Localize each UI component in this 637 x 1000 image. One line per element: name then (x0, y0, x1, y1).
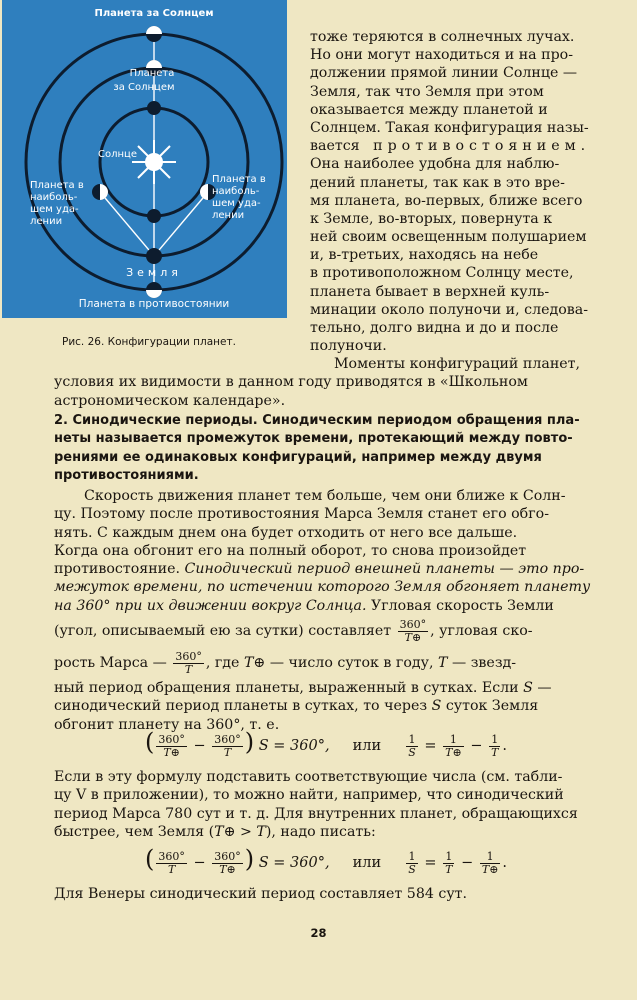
text-line (54, 597, 602, 615)
fraction-1-over-s (406, 851, 418, 876)
sun-icon (132, 140, 176, 184)
paragraph-speed (54, 487, 602, 734)
text-line: цу. Поэтому после противостояния Марса Земля станет его обго- (54, 506, 549, 523)
fraction-denominator: T⊕ (404, 630, 422, 644)
minus-sign: − (193, 855, 206, 871)
fraction-denominator: T (491, 745, 499, 759)
period: . (502, 738, 508, 754)
fraction-numerator: 1 (480, 851, 501, 864)
fraction-360-over-te (156, 734, 187, 759)
fraction-denominator: T⊕ (219, 862, 236, 876)
fraction-numerator: 1 (406, 851, 418, 864)
definition-italic: Синодический период внешней планеты — это про- (184, 561, 585, 578)
text-line: Моменты конфигураций планет, (334, 356, 581, 372)
paren-left: ( (145, 845, 155, 873)
fraction-1-over-s (406, 734, 418, 759)
minus-sign: − (470, 738, 483, 754)
equals-sign: = (424, 855, 437, 871)
paren-right: ) (244, 845, 255, 873)
symbol-s: S (431, 698, 442, 715)
text-line (310, 137, 600, 155)
text-line: минации около полуночи и, следова- (310, 301, 589, 318)
text-line: Когда она обгонит его на полный оборот, то снова произойдет (54, 542, 527, 559)
text-line: противостояниями. (54, 467, 199, 483)
text-line (54, 647, 602, 679)
fraction-denominator: T (223, 745, 232, 759)
text-line: нять. С каждым днем она будет отходить от него все дальше. (54, 524, 518, 541)
fraction-numerator: 360° (175, 649, 202, 663)
label-sun: Солнце (98, 149, 137, 160)
text-span: суток Земля (445, 698, 539, 715)
fraction-360-over-t (173, 651, 204, 676)
text-line (54, 615, 602, 647)
text-span: , угловая ско- (430, 623, 533, 640)
equals-sign: = (424, 738, 437, 754)
text-line: условия их видимости в данном году приводятся в «Школьном (54, 374, 528, 391)
fraction-360-over-te (398, 619, 429, 644)
equation-rhs: S = 360°, (258, 855, 330, 871)
text-line: к Земле, во-вторых, повернута к (310, 210, 553, 227)
fraction-denominator: S (408, 862, 416, 876)
equation-outer-planet (145, 728, 507, 759)
text-line: Она наиболее удобна для наблю- (310, 156, 560, 173)
text-line (54, 697, 602, 715)
symbol-t: T (438, 655, 448, 672)
text-line: полуночи. (310, 338, 387, 355)
text-line: должении прямой линии Солнце — (310, 65, 578, 82)
figure-caption: Рис. 26. Конфигурации планет. (62, 336, 236, 348)
equation-rhs: S = 360°, (258, 738, 330, 754)
fraction-1-over-te (480, 851, 501, 876)
fraction-360-over-t (212, 734, 243, 759)
text-line: 2. Синодические периоды. Синодическим периодом обращения пла- (54, 413, 580, 428)
fraction-numerator: 360° (158, 849, 185, 863)
text-line: неты называется промежуток времени, протекающий между повто- (54, 431, 573, 447)
text-line: Солнцем. Такая конфигурация назы- (310, 119, 589, 136)
fraction-denominator: T (184, 662, 193, 676)
text-line: дений планеты, так как в это вре- (310, 174, 565, 191)
label-mid-1: Планета (129, 68, 175, 79)
fraction-1-over-te (443, 734, 464, 759)
text-line: рениями ее одинаковых конфигураций, например между двумя (54, 449, 542, 465)
text-span: — число суток в году, (269, 655, 434, 672)
text-line: астрономическом календаре». (54, 392, 286, 409)
paragraph-moments (54, 355, 602, 410)
text-line: Для Венеры синодический период составляет 584 сут. (54, 886, 468, 902)
fraction-denominator: T⊕ (163, 745, 180, 759)
term-opposition: противостоянием. (373, 138, 591, 155)
text-span: (угол, описываемый ею за сутки) составляет (54, 623, 392, 640)
text-line: тоже теряются в солнечных лучах. (310, 29, 575, 45)
fraction-numerator: 1 (443, 734, 464, 747)
symbol-te: T⊕ (243, 655, 266, 672)
text-line: тельно, долго видна и до и после (310, 320, 559, 336)
paren-left: ( (145, 728, 155, 756)
text-span: вается (310, 138, 360, 155)
text-line: межуток времени, по истечении которого Земля обгоняет планету (54, 579, 591, 596)
fraction-360-over-te (212, 851, 243, 876)
text-span: — (537, 680, 552, 697)
paragraph-formula (54, 768, 602, 841)
fraction-denominator: T⊕ (445, 745, 462, 759)
label-right-1: Планета в (212, 174, 266, 185)
fraction-denominator: T (445, 862, 453, 876)
label-right-4: лении (212, 210, 245, 221)
text-span: ный период обращения планеты, выраженный в сутках. Если (54, 680, 519, 697)
label-bottom: Планета в противостоянии (78, 298, 230, 310)
fraction-denominator: S (408, 745, 416, 759)
text-line: ней своим освещенным полушарием (310, 229, 587, 246)
period: . (502, 855, 508, 871)
text-line (54, 823, 602, 841)
comparison-te-gt-t: T⊕ > T (214, 823, 266, 840)
label-mid-2: за Солнцем (113, 82, 175, 93)
minus-sign: − (461, 855, 474, 871)
fraction-numerator: 360° (214, 732, 241, 746)
text-line: Если в эту формулу подставить соответствующие числа (см. табли- (54, 769, 563, 785)
fraction-numerator: 360° (158, 732, 185, 746)
fraction-numerator: 1 (406, 734, 418, 747)
page-number: 28 (310, 926, 327, 940)
text-span: противостояние. (54, 561, 181, 578)
text-span: рость Марса — (54, 655, 167, 672)
label-left-1: Планета в (30, 180, 84, 191)
word-ili: или (352, 738, 382, 754)
text-span: , где (205, 655, 240, 672)
text-line: период Марса 780 сут и т. д. Для внутренних планет, обращающихся (54, 805, 578, 822)
equation-inner-planet (145, 845, 507, 876)
text-line: оказывается между планетой и (310, 101, 548, 118)
text-line: Земля, так что Земля при этом (310, 83, 544, 100)
text-line: Скорость движения планет тем больше, чем они ближе к Солн- (84, 488, 566, 504)
label-right-3: шем уда- (212, 198, 261, 209)
section-synodic-periods (54, 412, 602, 485)
text-line (54, 560, 602, 578)
label-top: Планета за Солнцем (94, 8, 214, 19)
fraction-denominator: T⊕ (481, 862, 499, 876)
symbol-s: S (523, 680, 533, 697)
text-line: обгонит планету на 360°, т. е. (54, 716, 280, 733)
paragraph-venus (54, 885, 602, 903)
text-line: и, в-третьих, находясь на небе (310, 247, 539, 264)
text-span: синодический период планеты в сутках, то через (54, 698, 428, 715)
label-left-2: наиболь- (30, 192, 78, 203)
fraction-numerator: 360° (399, 617, 427, 631)
fraction-1-over-t (443, 851, 454, 876)
fraction-360-over-t (156, 851, 187, 876)
text-line: планета бывает в верхней куль- (310, 283, 550, 300)
fraction-numerator: 1 (489, 734, 500, 747)
text-line: в противоположном Солнцу месте, (310, 265, 574, 282)
text-line (54, 679, 602, 697)
figure-planet-configurations (2, 0, 287, 318)
text-span: Угловая скорость Земли (370, 597, 554, 614)
text-span: — звезд- (452, 655, 517, 672)
label-left-4: лении (30, 216, 63, 227)
label-left-3: шем уда- (30, 204, 79, 215)
minus-sign: − (193, 738, 206, 754)
text-span: быстрее, чем Земля ( (54, 823, 215, 840)
label-right-2: наиболь- (212, 186, 260, 197)
right-column-text (310, 28, 600, 355)
text-line: мя планета, во-первых, ближе всего (310, 192, 583, 209)
fraction-1-over-t (489, 734, 500, 759)
text-line: Но они могут находиться и на про- (310, 47, 573, 64)
label-earth: Земля (126, 266, 182, 279)
fraction-denominator: T (167, 862, 176, 876)
text-line: цу V в приложении), то можно найти, например, что синодический (54, 787, 564, 804)
paren-right: ) (244, 728, 255, 756)
fraction-numerator: 360° (214, 849, 241, 863)
word-ili: или (352, 855, 382, 871)
definition-italic: на 360° при их движении вокруг Солнца. (54, 597, 367, 614)
fraction-numerator: 1 (443, 851, 454, 864)
text-span: ), надо писать: (265, 823, 376, 840)
